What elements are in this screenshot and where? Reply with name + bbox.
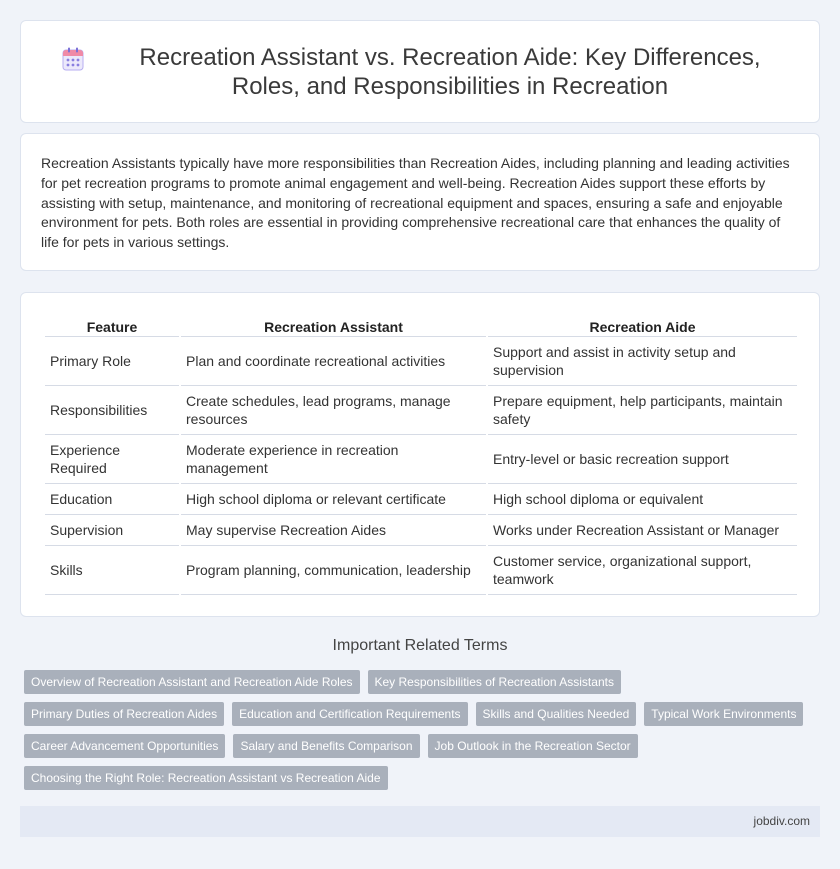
- row-feature: Primary Role: [45, 337, 179, 386]
- intro-paragraph: Recreation Assistants typically have more responsibilities than Recreation Aides, including planning and leading activities for pet recreation programs to promote animal engagement and well-being. Recreation Aides support these efforts by assisting with setup, maintenance, and monitoring of recreational equipment and spaces, ensuring a safe and enjoyable environment for pets. Both roles are essential in providing comprehensive recreational care that enhances the quality of life for pets in various settings.: [41, 155, 790, 251]
- related-terms-list: [24, 670, 824, 790]
- related-term-link[interactable]: Typical Work Environments: [644, 702, 803, 726]
- table-row: [45, 435, 797, 484]
- row-assistant: Plan and coordinate recreational activities: [181, 337, 486, 386]
- related-terms-heading: Important Related Terms: [332, 637, 508, 654]
- row-feature: Experience Required: [45, 435, 179, 484]
- intro-card: [20, 133, 820, 271]
- related-term-link[interactable]: Overview of Recreation Assistant and Recreation Aide Roles: [24, 670, 360, 694]
- related-term-link[interactable]: Primary Duties of Recreation Aides: [24, 702, 224, 726]
- comparison-card: [20, 292, 820, 617]
- row-feature: Education: [45, 484, 179, 515]
- table-row: [45, 546, 797, 595]
- related-term-link[interactable]: Education and Certification Requirements: [232, 702, 467, 726]
- header-recreation-aide: Recreation Aide: [488, 313, 797, 337]
- row-feature: Skills: [45, 546, 179, 595]
- row-aide: Prepare equipment, help participants, maintain safety: [488, 386, 797, 435]
- header-recreation-assistant: Recreation Assistant: [181, 313, 486, 337]
- row-aide: Entry-level or basic recreation support: [488, 435, 797, 484]
- table-row: [45, 386, 797, 435]
- comparison-table: [43, 313, 799, 595]
- row-assistant: Program planning, communication, leadership: [181, 546, 486, 595]
- related-term-link[interactable]: Skills and Qualities Needed: [476, 702, 637, 726]
- title-card: [20, 20, 820, 123]
- row-feature: Supervision: [45, 515, 179, 546]
- row-aide: Customer service, organizational support, teamwork: [488, 546, 797, 595]
- row-assistant: High school diploma or relevant certificate: [181, 484, 486, 515]
- row-aide: High school diploma or equivalent: [488, 484, 797, 515]
- calendar-icon: [62, 47, 84, 76]
- page-title: Recreation Assistant vs. Recreation Aide: Key Differences, Roles, and Responsibilities in Recreation: [139, 43, 761, 100]
- header-feature: Feature: [45, 313, 179, 337]
- footer: [20, 806, 820, 837]
- table-row: [45, 337, 797, 386]
- row-assistant: Moderate experience in recreation management: [181, 435, 486, 484]
- related-term-link[interactable]: Salary and Benefits Comparison: [233, 734, 419, 758]
- related-term-link[interactable]: Job Outlook in the Recreation Sector: [428, 734, 638, 758]
- related-term-link[interactable]: Key Responsibilities of Recreation Assistants: [368, 670, 621, 694]
- table-row: [45, 484, 797, 515]
- row-aide: Works under Recreation Assistant or Manager: [488, 515, 797, 546]
- row-assistant: Create schedules, lead programs, manage resources: [181, 386, 486, 435]
- table-header-row: [45, 313, 797, 337]
- row-assistant: May supervise Recreation Aides: [181, 515, 486, 546]
- row-aide: Support and assist in activity setup and supervision: [488, 337, 797, 386]
- row-feature: Responsibilities: [45, 386, 179, 435]
- table-row: [45, 515, 797, 546]
- related-term-link[interactable]: Career Advancement Opportunities: [24, 734, 225, 758]
- related-term-link[interactable]: Choosing the Right Role: Recreation Assistant vs Recreation Aide: [24, 766, 388, 790]
- footer-site-link[interactable]: jobdiv.com: [753, 814, 810, 828]
